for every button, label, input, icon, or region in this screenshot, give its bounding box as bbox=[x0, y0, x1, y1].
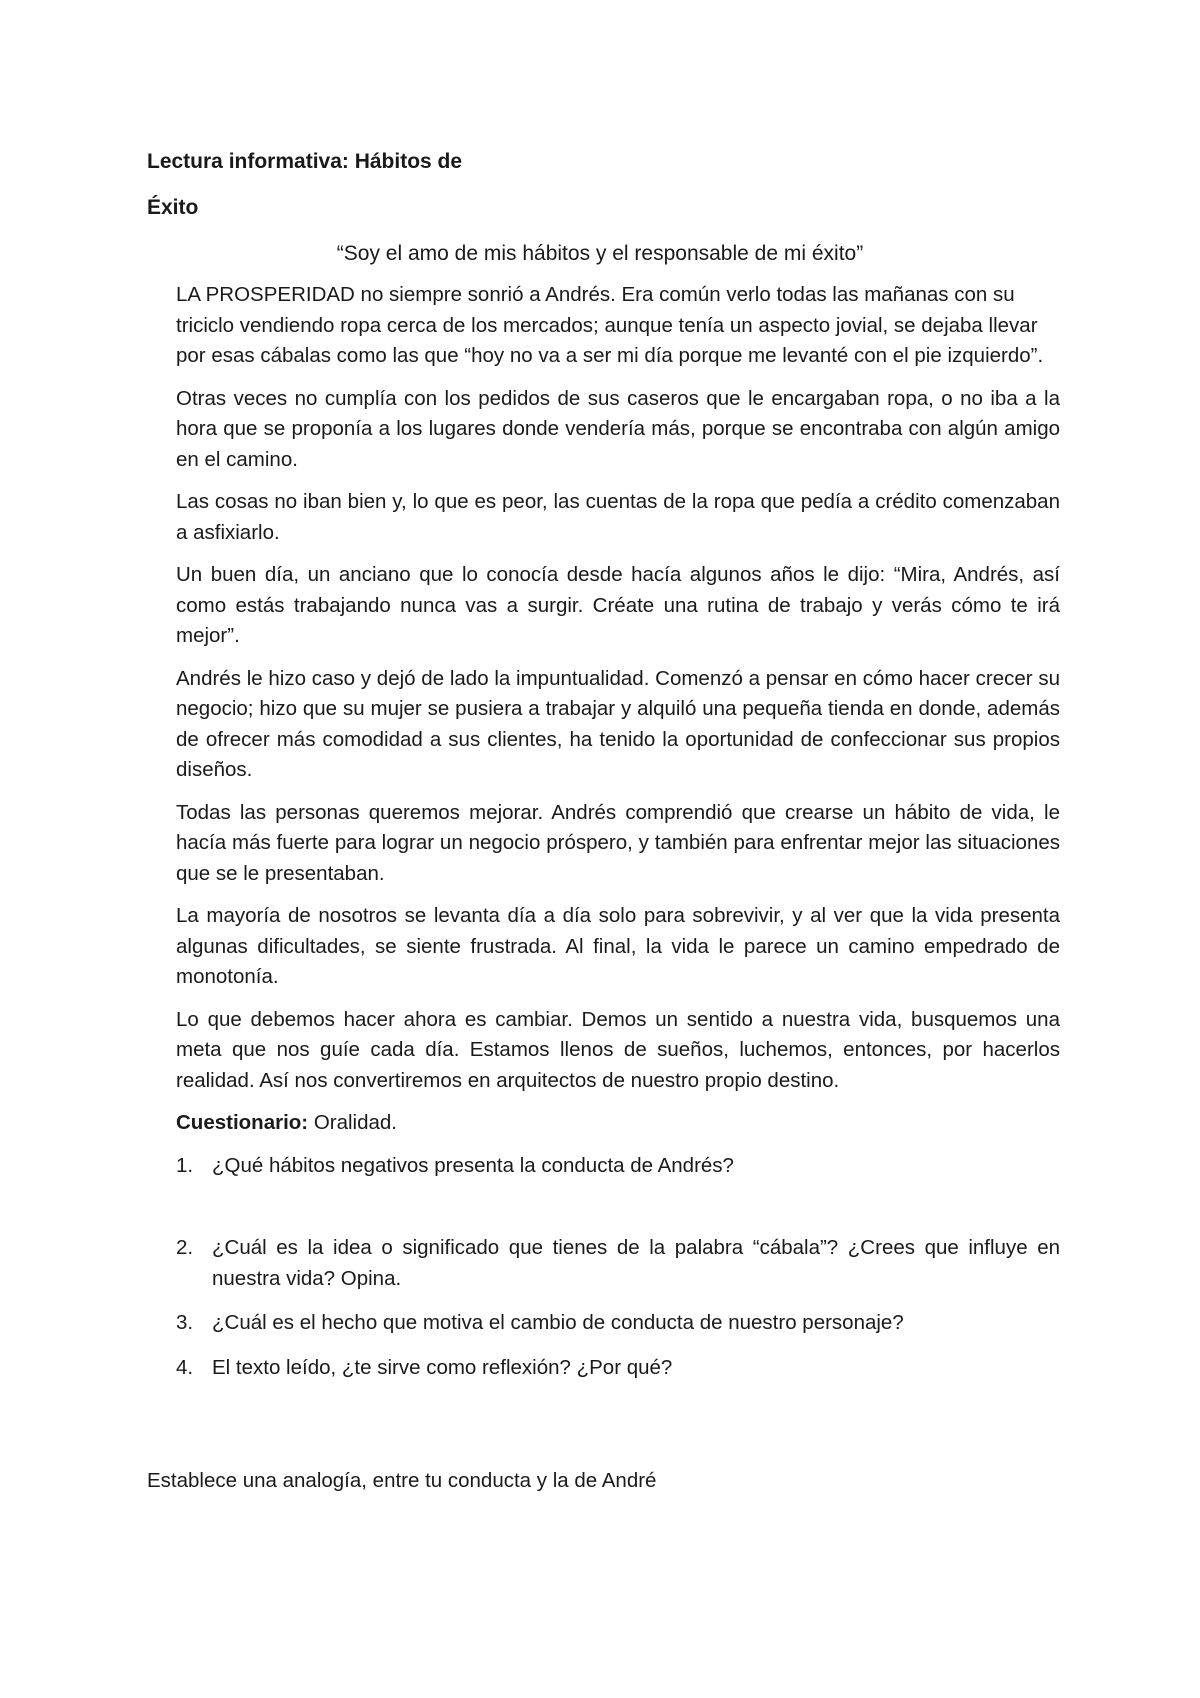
question-item bbox=[176, 1353, 1060, 1384]
paragraph: Otras veces no cumplía con los pedidos de sus caseros que le encargaban ropa, o no iba a la hora que se proponía a los lugares donde vendería más, porque se encontraba con algún amigo en el camino. bbox=[176, 386, 1060, 471]
question-text: El texto leído, ¿te sirve como reflexión? ¿Por qué? bbox=[212, 1355, 673, 1379]
epigraph-quote: “Soy el amo de mis hábitos y el responsable de mi éxito” bbox=[336, 242, 864, 265]
reading-body bbox=[176, 280, 1060, 1397]
questionnaire-heading-type: Oralidad. bbox=[308, 1111, 398, 1134]
questionnaire-heading-label: Cuestionario: bbox=[176, 1111, 309, 1134]
closing-instruction: Establece una analogía, entre tu conducta y la de André bbox=[147, 1469, 657, 1492]
question-list bbox=[176, 1151, 1060, 1384]
question-number: 3. bbox=[176, 1311, 194, 1334]
question-text: ¿Qué hábitos negativos presenta la conducta de Andrés? bbox=[212, 1153, 734, 1177]
question-text: ¿Cuál es la idea o significado que tienes de la palabra “cábala”? ¿Crees que influye en nuestra vida? Opina. bbox=[212, 1236, 1060, 1290]
document-title-line-2: Éxito bbox=[147, 196, 199, 219]
paragraph: LA PROSPERIDAD no siempre sonrió a Andrés. Era común verlo todas las mañanas con su triciclo vendiendo ropa cerca de los mercados; aunque tenía un aspecto jovial, se dejaba llevar por esas cábalas como las que “hoy no va a ser mi día porque me levanté con el pie izquierdo”. bbox=[176, 283, 1044, 367]
questionnaire-heading bbox=[176, 1108, 1060, 1139]
paragraph: Todas las personas queremos mejorar. Andrés comprendió que crearse un hábito de vida, le hacía más fuerte para lograr un negocio próspero, y también para enfrentar mejor las situaciones que se le presentaban. bbox=[176, 800, 1060, 885]
paragraph: Andrés le hizo caso y dejó de lado la impuntualidad. Comenzó a pensar en cómo hacer crecer su negocio; hizo que su mujer se pusiera a trabajar y alquiló una pequeña tienda en donde, además de ofrecer más comodidad a sus clientes, ha tenido la oportunidad de confeccionar sus propios diseños. bbox=[176, 666, 1060, 781]
question-item bbox=[176, 1233, 1060, 1294]
question-item bbox=[176, 1151, 1060, 1182]
question-number: 2. bbox=[176, 1236, 194, 1259]
question-text: ¿Cuál es el hecho que motiva el cambio de conducta de nuestro personaje? bbox=[212, 1311, 904, 1334]
paragraph: La mayoría de nosotros se levanta día a día solo para sobrevivir, y al ver que la vida presenta algunas dificultades, se siente frustrada. Al final, la vida le parece un camino empedrado de monotonía. bbox=[176, 904, 1060, 988]
paragraph: Las cosas no iban bien y, lo que es peor, las cuentas de la ropa que pedía a crédito comenzaban a asfixiarlo. bbox=[176, 490, 1060, 544]
question-number: 4. bbox=[176, 1355, 194, 1379]
question-number: 1. bbox=[176, 1153, 194, 1177]
paragraph: Lo que debemos hacer ahora es cambiar. Demos un sentido a nuestra vida, busquemos una meta que nos guíe cada día. Estamos llenos de sueños, luchemos, entonces, por hacerlos realidad. Así nos convertiremos en arquitectos de nuestro propio destino. bbox=[176, 1007, 1060, 1092]
question-item bbox=[176, 1308, 1060, 1339]
paragraph: Un buen día, un anciano que lo conocía desde hacía algunos años le dijo: “Mira, Andrés, así como estás trabajando nunca vas a surgir. Créate una rutina de trabajo y verás cómo te irá mejor”. bbox=[176, 563, 1060, 647]
document-title-line-1: Lectura informativa: Hábitos de bbox=[147, 150, 463, 173]
